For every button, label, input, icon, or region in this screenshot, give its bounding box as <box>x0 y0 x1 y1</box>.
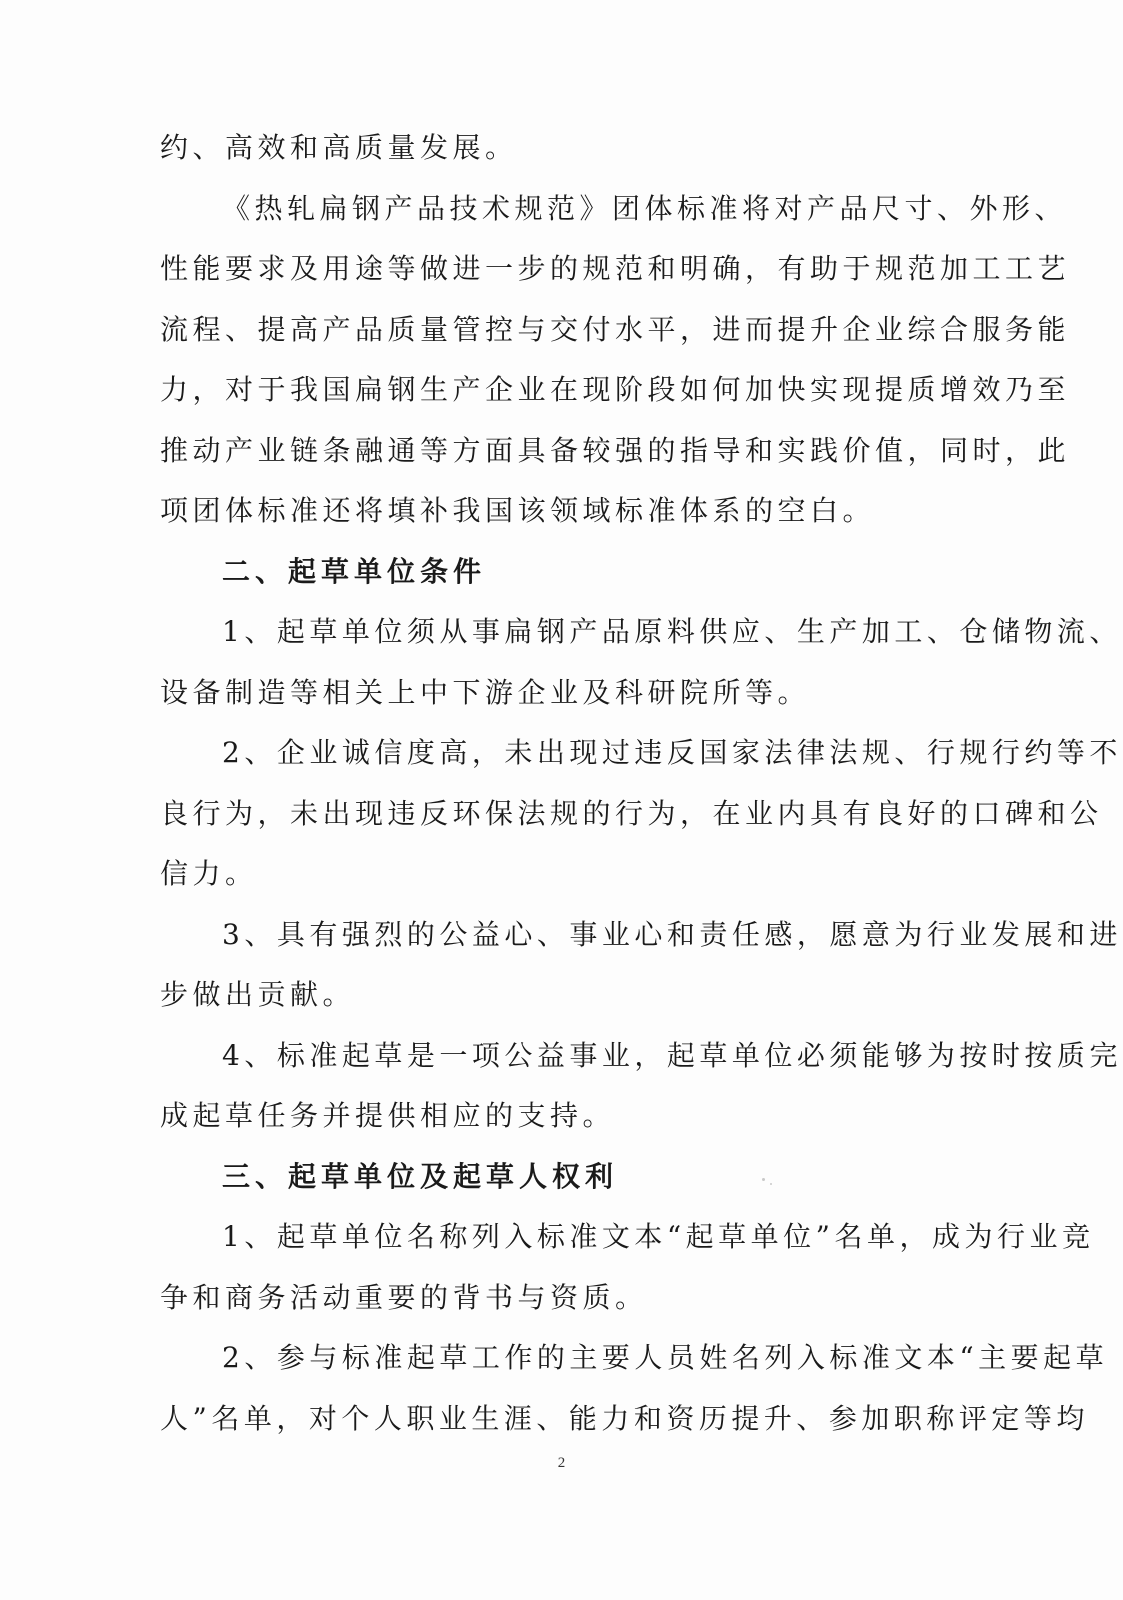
scan-speck <box>762 1178 765 1181</box>
scan-speck <box>770 1183 772 1185</box>
paragraph-line: 性能要求及用途等做进一步的规范和明确，有助于规范加工工艺 <box>160 252 1071 285</box>
document-body <box>160 118 1122 1449</box>
paragraph-line: 成起草任务并提供相应的支持。 <box>160 1099 616 1132</box>
paragraph-line: 步做出贡献。 <box>160 978 356 1011</box>
paragraph-line: 2、参与标准起草工作的主要人员姓名列入标准文本“主要起草 <box>222 1341 1109 1374</box>
section-heading: 三、起草单位及起草人权利 <box>222 1159 619 1193</box>
paragraph-line: 推动产业链条融通等方面具备较强的指导和实践价值，同时，此 <box>160 433 1071 467</box>
paragraph-line: 《热轧扁钢产品技术规范》团体标准将对产品尺寸、外形、 <box>222 191 1068 225</box>
paragraph-line: 项团体标准还将填补我国该领域标准体系的空白。 <box>160 494 876 527</box>
paragraph-line: 1、起草单位名称列入标准文本“起草单位”名单，成为行业竞 <box>222 1220 1095 1253</box>
paragraph-line: 争和商务活动重要的背书与资质。 <box>160 1280 648 1314</box>
paragraph-line: 流程、提高产品质量管控与交付水平，进而提升企业综合服务能 <box>160 312 1071 346</box>
paragraph-line: 力，对于我国扁钢生产企业在现阶段如何加快实现提质增效乃至 <box>160 373 1071 406</box>
paragraph-line: 良行为，未出现违反环保法规的行为，在业内具有良好的口碑和公 <box>160 796 1103 830</box>
paragraph-line: 约、高效和高质量发展。 <box>160 131 518 164</box>
section-heading: 二、起草单位条件 <box>222 554 487 588</box>
paragraph-line: 4、标准起草是一项公益事业，起草单位必须能够为按时按质完 <box>222 1038 1122 1072</box>
paragraph-line: 1、起草单位须从事扁钢产品原料供应、生产加工、仓储物流、 <box>222 615 1122 648</box>
page-number: 2 <box>557 1455 566 1471</box>
paragraph-line: 2、企业诚信度高，未出现过违反国家法律法规、行规行约等不 <box>222 736 1122 769</box>
paragraph-line: 设备制造等相关上中下游企业及科研院所等。 <box>160 675 811 709</box>
paragraph-line: 3、具有强烈的公益心、事业心和责任感，愿意为行业发展和进 <box>222 917 1122 951</box>
paragraph-line: 信力。 <box>160 857 258 890</box>
paragraph-line: 人”名单，对个人职业生涯、能力和资历提升、参加职称评定等均 <box>160 1401 1089 1435</box>
